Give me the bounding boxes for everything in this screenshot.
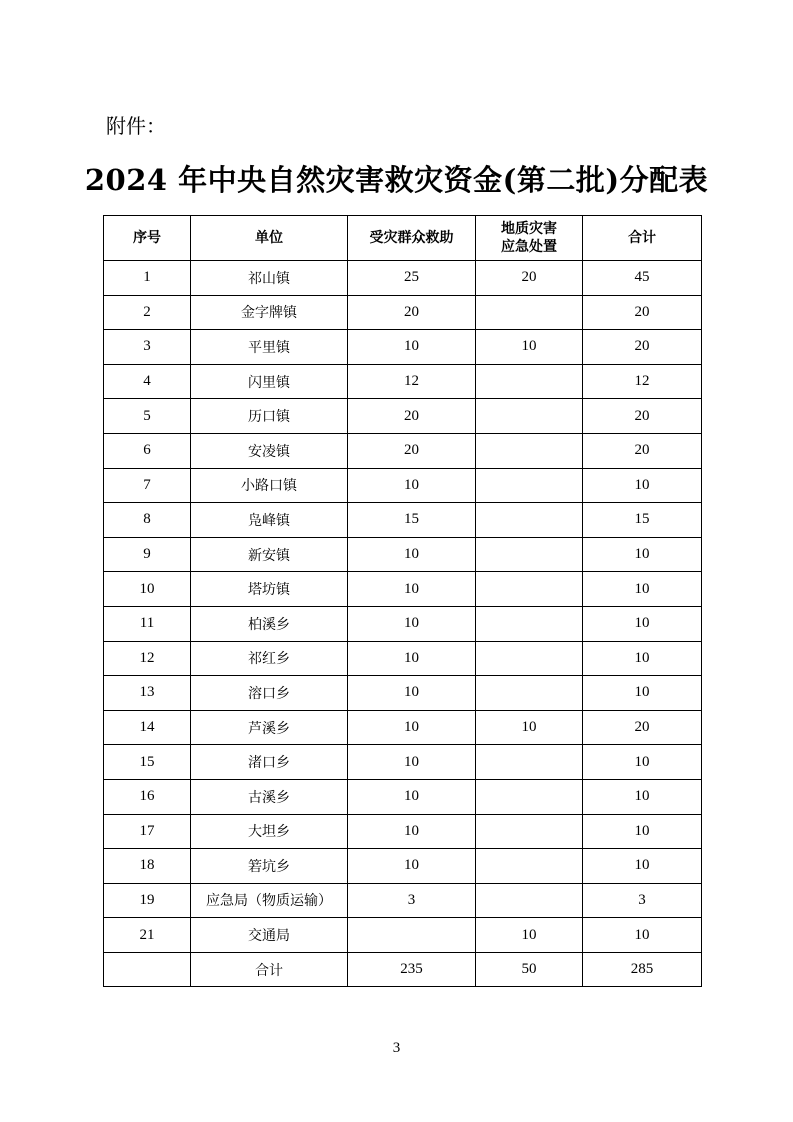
geo-cell [476,433,583,468]
unit-cell: 大坦乡 [191,814,348,849]
relief-cell: 10 [348,849,476,884]
seq-cell: 14 [104,710,191,745]
total-cell: 20 [583,330,702,365]
relief-cell: 10 [348,745,476,780]
geo-cell: 10 [476,330,583,365]
seq-cell [104,952,191,987]
seq-cell: 1 [104,261,191,296]
table-row [104,606,702,641]
total-cell: 10 [583,918,702,953]
table-summary-row [104,952,702,987]
unit-cell: 渚口乡 [191,745,348,780]
header-geo-line2: 应急处置 [501,239,557,255]
seq-cell: 2 [104,295,191,330]
unit-cell: 平里镇 [191,330,348,365]
relief-cell: 12 [348,364,476,399]
header-relief: 受灾群众救助 [348,216,476,261]
table-row [104,330,702,365]
table-body [104,261,702,987]
unit-cell: 凫峰镇 [191,503,348,538]
relief-cell: 10 [348,572,476,607]
page-number: 3 [392,1040,401,1056]
table-row [104,710,702,745]
table-row [104,433,702,468]
total-cell: 10 [583,606,702,641]
total-cell: 20 [583,295,702,330]
table-row [104,572,702,607]
total-cell: 10 [583,641,702,676]
table-row [104,503,702,538]
allocation-table [103,215,702,987]
unit-cell: 芦溪乡 [191,710,348,745]
relief-cell: 10 [348,641,476,676]
geo-cell [476,849,583,884]
table-row [104,814,702,849]
geo-cell: 20 [476,261,583,296]
unit-cell: 交通局 [191,918,348,953]
seq-cell: 8 [104,503,191,538]
attachment-label: 附件： [106,114,166,138]
relief-cell: 10 [348,814,476,849]
relief-cell: 20 [348,433,476,468]
relief-cell: 20 [348,399,476,434]
header-seq: 序号 [104,216,191,261]
seq-cell: 18 [104,849,191,884]
total-cell: 10 [583,779,702,814]
total-cell: 45 [583,261,702,296]
seq-cell: 9 [104,537,191,572]
unit-cell: 应急局（物质运输） [191,883,348,918]
seq-cell: 3 [104,330,191,365]
geo-cell [476,295,583,330]
relief-cell [348,918,476,953]
unit-cell: 新安镇 [191,537,348,572]
total-cell: 10 [583,537,702,572]
relief-cell: 10 [348,710,476,745]
geo-cell [476,364,583,399]
seq-cell: 7 [104,468,191,503]
header-total: 合计 [583,216,702,261]
total-cell: 10 [583,468,702,503]
seq-cell: 11 [104,606,191,641]
seq-cell: 21 [104,918,191,953]
table-row [104,537,702,572]
seq-cell: 6 [104,433,191,468]
relief-cell: 10 [348,606,476,641]
header-geo-line1: 地质灾害 [501,221,557,237]
seq-cell: 16 [104,779,191,814]
relief-cell: 20 [348,295,476,330]
document-title: 2024 年中央自然灾害救灾资金(第二批)分配表 [84,163,709,197]
relief-cell: 10 [348,779,476,814]
geo-cell [476,676,583,711]
seq-cell: 17 [104,814,191,849]
total-cell: 285 [583,952,702,987]
total-cell: 20 [583,710,702,745]
relief-cell: 3 [348,883,476,918]
unit-cell: 祁山镇 [191,261,348,296]
unit-cell: 古溪乡 [191,779,348,814]
seq-cell: 5 [104,399,191,434]
header-unit: 单位 [191,216,348,261]
table-row [104,468,702,503]
seq-cell: 15 [104,745,191,780]
total-cell: 10 [583,745,702,780]
geo-cell [476,468,583,503]
table-row [104,849,702,884]
relief-cell: 25 [348,261,476,296]
seq-cell: 12 [104,641,191,676]
total-cell: 10 [583,849,702,884]
table-row [104,745,702,780]
geo-cell [476,641,583,676]
geo-cell [476,883,583,918]
table-row [104,779,702,814]
relief-cell: 10 [348,676,476,711]
header-geo-hazard [476,216,583,261]
total-cell: 12 [583,364,702,399]
table-row [104,364,702,399]
unit-cell: 箬坑乡 [191,849,348,884]
unit-cell: 安凌镇 [191,433,348,468]
seq-cell: 10 [104,572,191,607]
table-row [104,261,702,296]
table-row [104,295,702,330]
geo-cell: 10 [476,710,583,745]
total-cell: 20 [583,399,702,434]
table-row [104,918,702,953]
unit-cell: 历口镇 [191,399,348,434]
geo-cell [476,572,583,607]
geo-cell [476,779,583,814]
relief-cell: 10 [348,468,476,503]
unit-cell: 溶口乡 [191,676,348,711]
seq-cell: 4 [104,364,191,399]
total-cell: 3 [583,883,702,918]
relief-cell: 235 [348,952,476,987]
geo-cell: 10 [476,918,583,953]
table-row [104,676,702,711]
total-cell: 10 [583,676,702,711]
geo-cell [476,503,583,538]
geo-cell: 50 [476,952,583,987]
geo-cell [476,606,583,641]
relief-cell: 10 [348,537,476,572]
unit-cell: 祁红乡 [191,641,348,676]
table-row [104,399,702,434]
unit-cell: 金字牌镇 [191,295,348,330]
unit-cell: 合计 [191,952,348,987]
unit-cell: 塔坊镇 [191,572,348,607]
table-header-row [104,216,702,261]
table-row [104,883,702,918]
unit-cell: 闪里镇 [191,364,348,399]
total-cell: 10 [583,572,702,607]
total-cell: 10 [583,814,702,849]
geo-cell [476,537,583,572]
geo-cell [476,814,583,849]
seq-cell: 19 [104,883,191,918]
geo-cell [476,399,583,434]
unit-cell: 柏溪乡 [191,606,348,641]
geo-cell [476,745,583,780]
relief-cell: 15 [348,503,476,538]
table-row [104,641,702,676]
relief-cell: 10 [348,330,476,365]
seq-cell: 13 [104,676,191,711]
unit-cell: 小路口镇 [191,468,348,503]
total-cell: 20 [583,433,702,468]
total-cell: 15 [583,503,702,538]
